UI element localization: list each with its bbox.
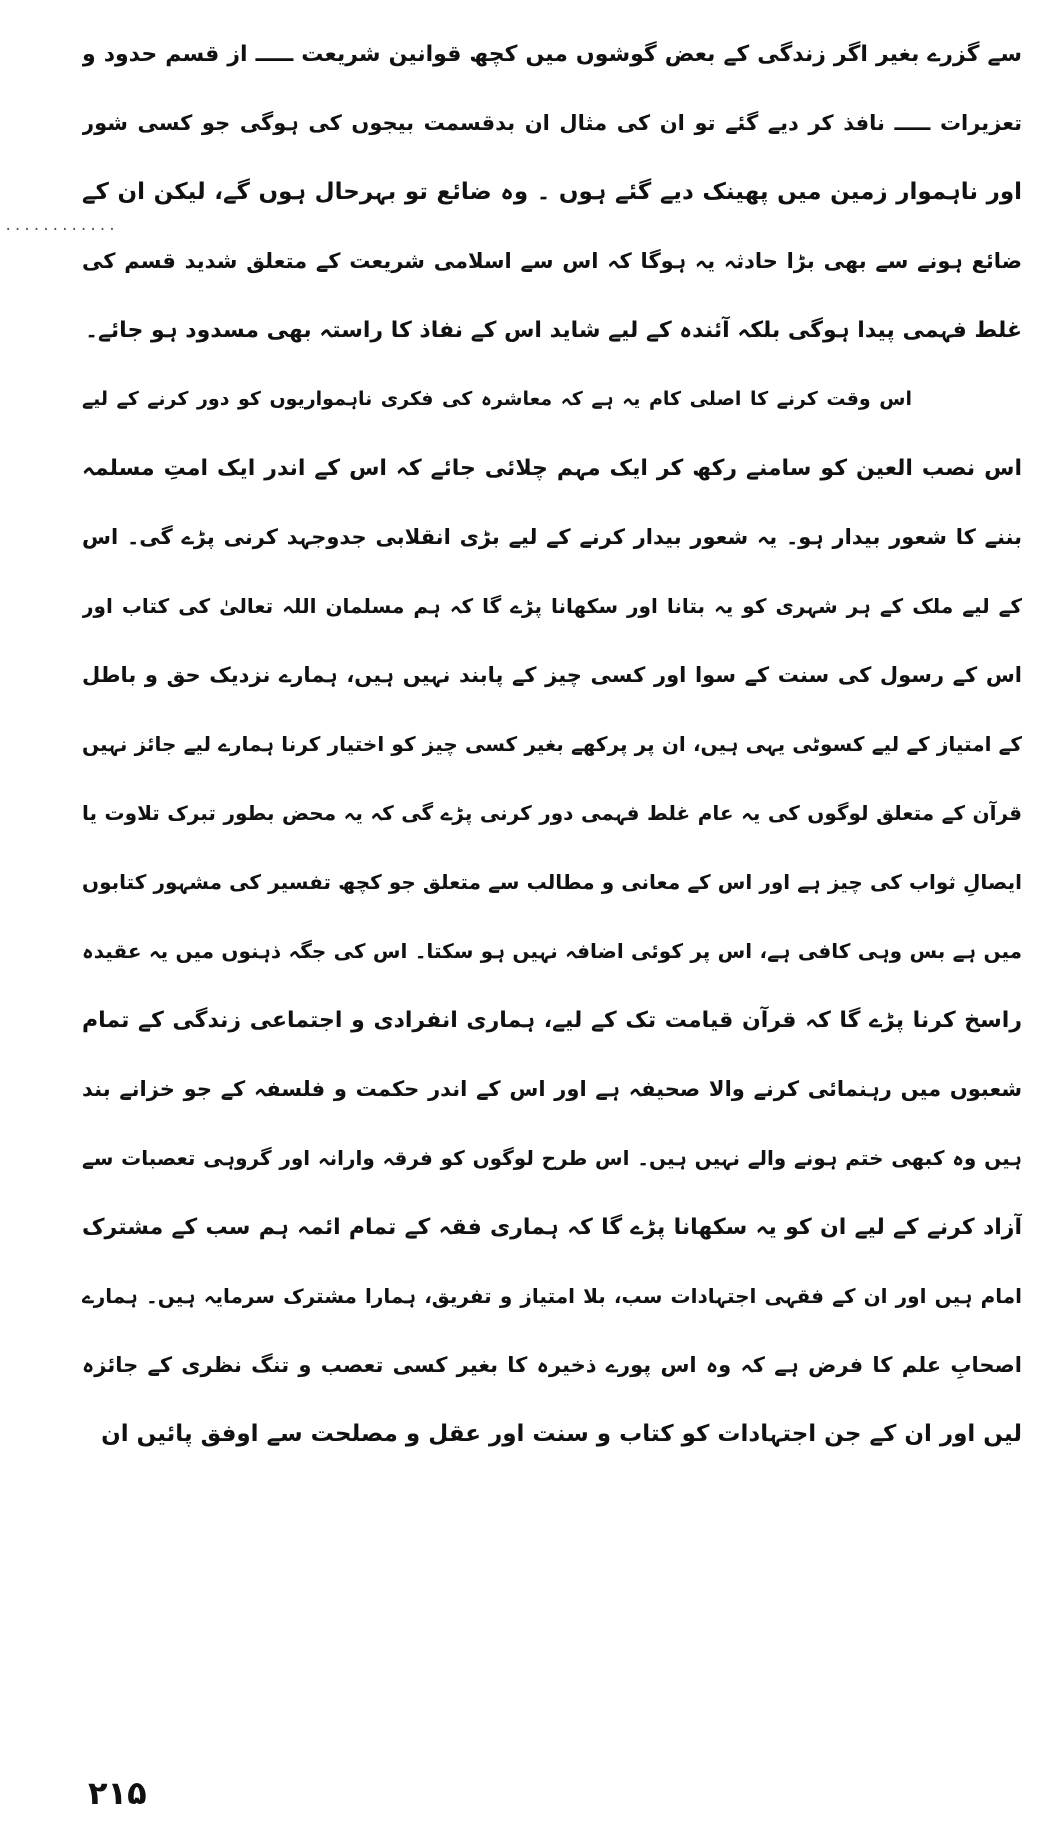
text-line: ایصالِ ثواب کی چیز ہے اور اس کے معانی و مطالب سے متعلق جو کچھ تفسیر کی مشہور کتابوں	[82, 870, 1022, 894]
text-line: راسخ کرنا پڑے گا کہ قرآن قیامت تک کے لیے، ہماری انفرادی و اجتماعی زندگی کے تمام	[82, 1008, 1022, 1033]
text-line: ضائع ہونے سے بھی بڑا حادثہ یہ ہوگا کہ اس سے اسلامی شریعت کے متعلق شدید قسم کی	[82, 249, 1022, 273]
text-line: آزاد کرنے کے لیے ان کو یہ سکھانا پڑے گا کہ ہماری فقہ کے تمام ائمہ ہم سب کے مشترک	[82, 1215, 1022, 1240]
text-line: بننے کا شعور بیدار ہو۔ یہ شعور بیدار کرنے کے لیے بڑی انقلابی جدوجہد کرنی پڑے گی۔ اس	[82, 525, 1022, 549]
page-number: ۲۱۵	[88, 1774, 147, 1812]
text-line: اصحابِ علم کا فرض ہے کہ وہ اس پورے ذخیرہ کا بغیر کسی تعصب و تنگ نظری کے جائزہ	[82, 1353, 1022, 1377]
text-line: امام ہیں اور ان کے فقہی اجتہادات سب، بلا امتیاز و تفریق، ہمارا مشترک سرمایہ ہیں۔ ہمارے	[82, 1284, 1022, 1308]
text-line: میں ہے بس وہی کافی ہے، اس پر کوئی اضافہ نہیں ہو سکتا۔ اس کی جگہ ذہنوں میں یہ عقیدہ	[82, 939, 1022, 963]
text-line: کے امتیاز کے لیے کسوٹی یہی ہیں، ان پر پرکھے بغیر کسی چیز کو اختیار کرنا ہمارے لیے جائز نہیں	[82, 732, 1022, 756]
margin-dots: ............	[4, 218, 118, 234]
text-line: اس نصب العین کو سامنے رکھ کر ایک مہم چلائی جائے کہ اس کے اندر ایک امتِ مسلمہ	[82, 456, 1022, 481]
text-line: غلط فہمی پیدا ہوگی بلکہ آئندہ کے لیے شاید اس کے نفاذ کا راستہ بھی مسدود ہو جائے۔	[85, 318, 1022, 343]
text-line: سے گزرے بغیر اگر زندگی کے بعض گوشوں میں کچھ قوانین شریعت ـــــ از قسم حدود و	[82, 42, 1022, 67]
text-line: تعزیرات ـــــ نافذ کر دیے گئے تو ان کی مثال ان بدقسمت بیجوں کی ہوگی جو کسی شور	[82, 111, 1022, 135]
text-line: اس کے رسول کی سنت کے سوا اور کسی چیز کے پابند نہیں ہیں، ہمارے نزدیک حق و باطل	[82, 663, 1022, 687]
text-line: قرآن کے متعلق لوگوں کی یہ عام غلط فہمی دور کرنی پڑے گی کہ یہ محض بطور تبرک تلاوت یا	[82, 801, 1022, 825]
paragraph-start-line: اس وقت کرنے کا اصلی کام یہ ہے کہ معاشرہ کی فکری ناہمواریوں کو دور کرنے کے لیے	[82, 388, 912, 410]
text-line: لیں اور ان کے جن اجتہادات کو کتاب و سنت اور عقل و مصلحت سے اوفق پائیں ان	[101, 1421, 1022, 1447]
text-line: کے لیے ملک کے ہر شہری کو یہ بتانا اور سکھانا پڑے گا کہ ہم مسلمان اللہ تعالیٰ کی کتاب اور	[82, 594, 1022, 618]
page-text	[82, 20, 1022, 1469]
text-line: شعبوں میں رہنمائی کرنے والا صحیفہ ہے اور اس کے اندر حکمت و فلسفہ کے جو خزانے بند	[82, 1077, 1022, 1101]
text-line: ہیں وہ کبھی ختم ہونے والے نہیں ہیں۔ اس طرح لوگوں کو فرقہ وارانہ اور گروہی تعصبات سے	[82, 1146, 1022, 1170]
text-line: اور ناہموار زمین میں پھینک دیے گئے ہوں ۔ وہ ضائع تو بہرحال ہوں گے، لیکن ان کے	[82, 179, 1022, 205]
